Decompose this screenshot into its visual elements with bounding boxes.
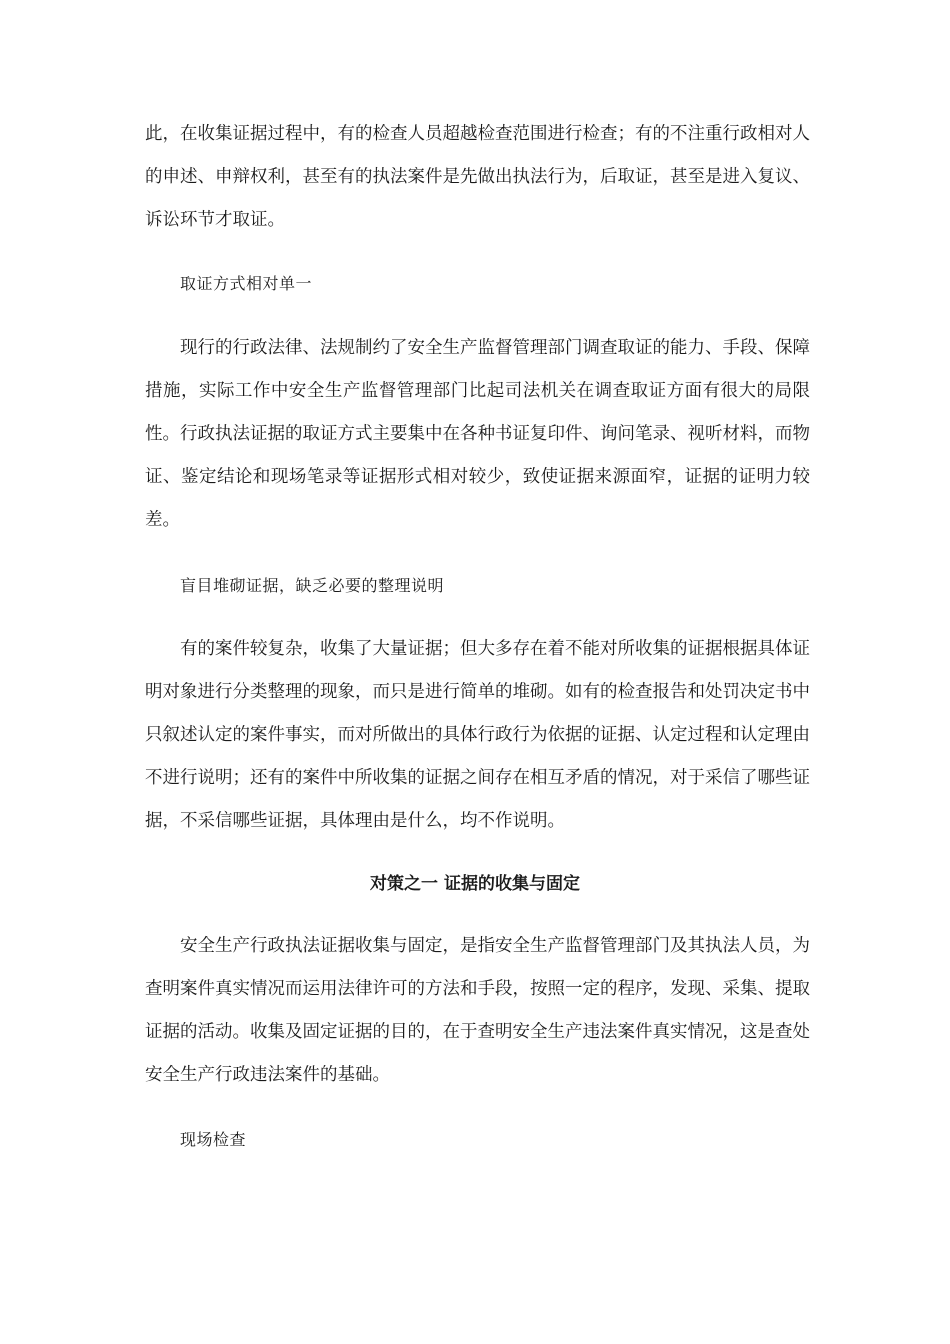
- paragraph-blind-stacking: 有的案件较复杂，收集了大量证据；但大多存在着不能对所收集的证据根据具体证明对象进行分类整理的现象，而只是进行简单的堆砌。如有的检查报告和处罚决定书中只叙述认定的案件事实，而对所做出的具体行政行为依据的证据、认定过程和认定理由不进行说明；还有的案件中所收集的证据之间存在相互矛盾的情况，对于采信了哪些证据，不采信哪些证据，具体理由是什么，均不作说明。: [145, 639, 810, 831]
- subheading-site-inspection: 现场检查: [180, 1130, 247, 1149]
- subheading-single-method: 取证方式相对单一: [180, 274, 313, 293]
- subheading-blind-stacking: 盲目堆砌证据，缺乏必要的整理说明: [180, 576, 445, 595]
- section-heading-countermeasure-one: 对策之一 证据的收集与固定: [370, 874, 580, 894]
- paragraph-evidence-collection-definition: 安全生产行政执法证据收集与固定，是指安全生产监督管理部门及其执法人员，为查明案件真实情况而运用法律许可的方法和手段，按照一定的程序，发现、采集、提取证据的活动。收集及固定证据的目的，在于查明安全生产违法案件真实情况，这是查处安全生产行政违法案件的基础。: [145, 936, 810, 1085]
- paragraph-evidence-collection-issues: 此，在收集证据过程中，有的检查人员超越检查范围进行检查；有的不注重行政相对人的申述、申辩权利，甚至有的执法案件是先做出执法行为，后取证，甚至是进入复议、诉讼环节才取证。: [145, 124, 810, 230]
- paragraph-single-method: 现行的行政法律、法规制约了安全生产监督管理部门调查取证的能力、手段、保障措施，实际工作中安全生产监督管理部门比起司法机关在调查取证方面有很大的局限性。行政执法证据的取证方式主要集中在各种书证复印件、询问笔录、视听材料，而物证、鉴定结论和现场笔录等证据形式相对较少，致使证据来源面窄，证据的证明力较差。: [145, 338, 810, 530]
